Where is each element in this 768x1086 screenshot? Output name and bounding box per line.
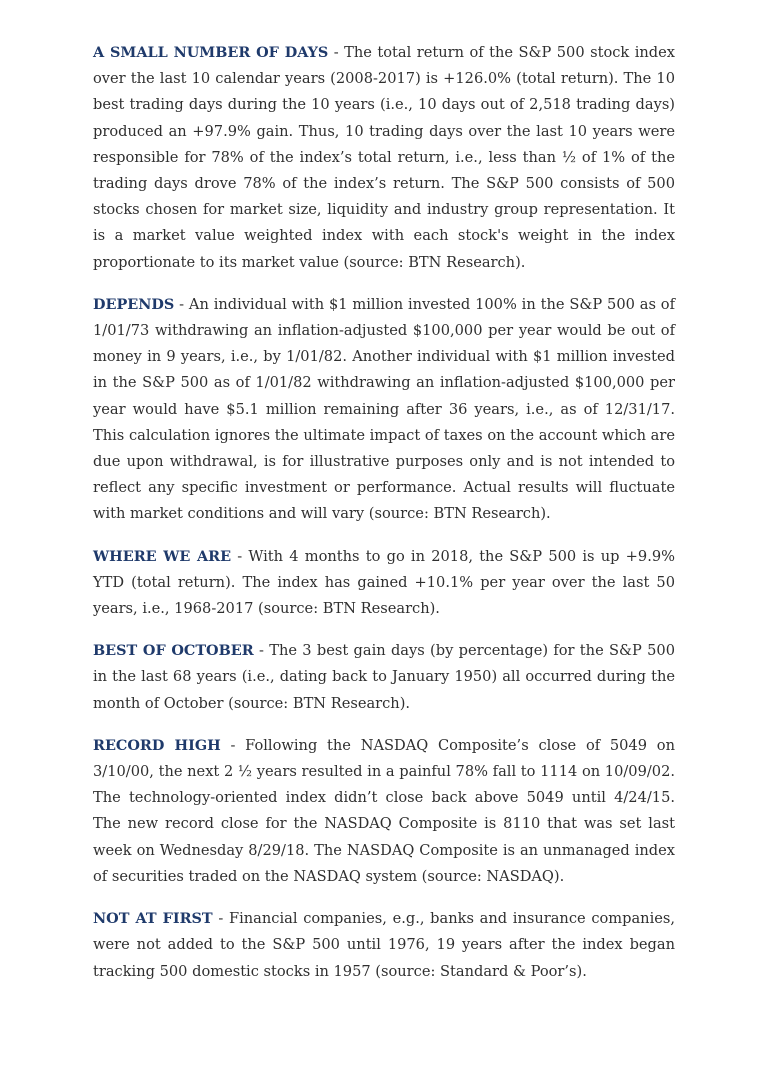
section-body: - The 3 best gain days (by percentage) for the S&P 500 in the last 68 years (i.e., dating back to January 1950) all occurred during the month of October (source: BTN Research). bbox=[93, 642, 675, 712]
section-small-number-of-days bbox=[93, 40, 675, 276]
section-body: - Financial companies, e.g., banks and insurance companies, were not added to the S&P 500 until 1976, 19 years after the index began tracking 500 domestic stocks in 1957 (source: Standard & Poor’s). bbox=[93, 910, 676, 980]
section-record-high bbox=[93, 733, 675, 890]
section-heading: WHERE WE ARE bbox=[93, 547, 232, 565]
section-body: - An individual with $1 million invested 100% in the S&P 500 as of 1/01/73 withdrawing an inflation-adjusted $100,000 per year would be out of money in 9 years, i.e., by 1/01/82. Another individual with $1 million invested in the S&P 500 as of 1/01/82 withdrawing an inflation-adjusted $100,000 per year would have $5.1 million remaining after 36 years, i.e., as of 12/31/17. This calculation ignores the ultimate impact of taxes on the account which are due upon withdrawal, is for illustrative purposes only and is not intended to reflect any specific investment or performance. Actual results will fluctuate with market conditions and will vary (source: BTN Research). bbox=[93, 295, 675, 523]
section-where-we-are bbox=[93, 544, 675, 623]
section-depends bbox=[93, 292, 675, 528]
section-not-at-first bbox=[93, 906, 675, 985]
section-heading: BEST OF OCTOBER bbox=[93, 642, 254, 660]
section-body: - The total return of the S&P 500 stock index over the last 10 calendar years (2008-2017) is +126.0% (total return). The 10 best trading days during the 10 years (i.e., 10 days out of 2,518 trading days) produced an +97.9% gain. Thus, 10 trading days over the last 10 years were responsible for 78% of the index’s total return, i.e., less than ½ of 1% of the trading days drove 78% of the index’s return. The S&P 500 consists of 500 stocks chosen for market size, liquidity and industry group representation. It is a market value weighted index with each stock's weight in the index proportionate to its market value (source: BTN Research). bbox=[93, 44, 675, 271]
section-heading: RECORD HIGH bbox=[93, 736, 221, 754]
section-heading: A SMALL NUMBER OF DAYS bbox=[93, 44, 329, 61]
section-best-of-october bbox=[93, 638, 675, 717]
section-body: - Following the NASDAQ Composite’s close of 5049 on 3/10/00, the next 2 ½ years resulted in a painful 78% fall to 1114 on 10/09/02. The technology-oriented index didn’t close back above 5049 until 4/24/15. The new record close for the NASDAQ Composite is 8110 that was set last week on Wednesday 8/29/18. The NASDAQ Composite is an unmanaged index of securities traded on the NASDAQ system (source: NASDAQ). bbox=[93, 736, 675, 885]
document-page bbox=[93, 40, 675, 1001]
section-heading: DEPENDS bbox=[93, 295, 175, 313]
section-heading: NOT AT FIRST bbox=[93, 910, 213, 928]
section-body: - With 4 months to go in 2018, the S&P 500 is up +9.9% YTD (total return). The index has gained +10.1% per year over the last 50 years, i.e., 1968-2017 (source: BTN Research). bbox=[93, 547, 675, 618]
